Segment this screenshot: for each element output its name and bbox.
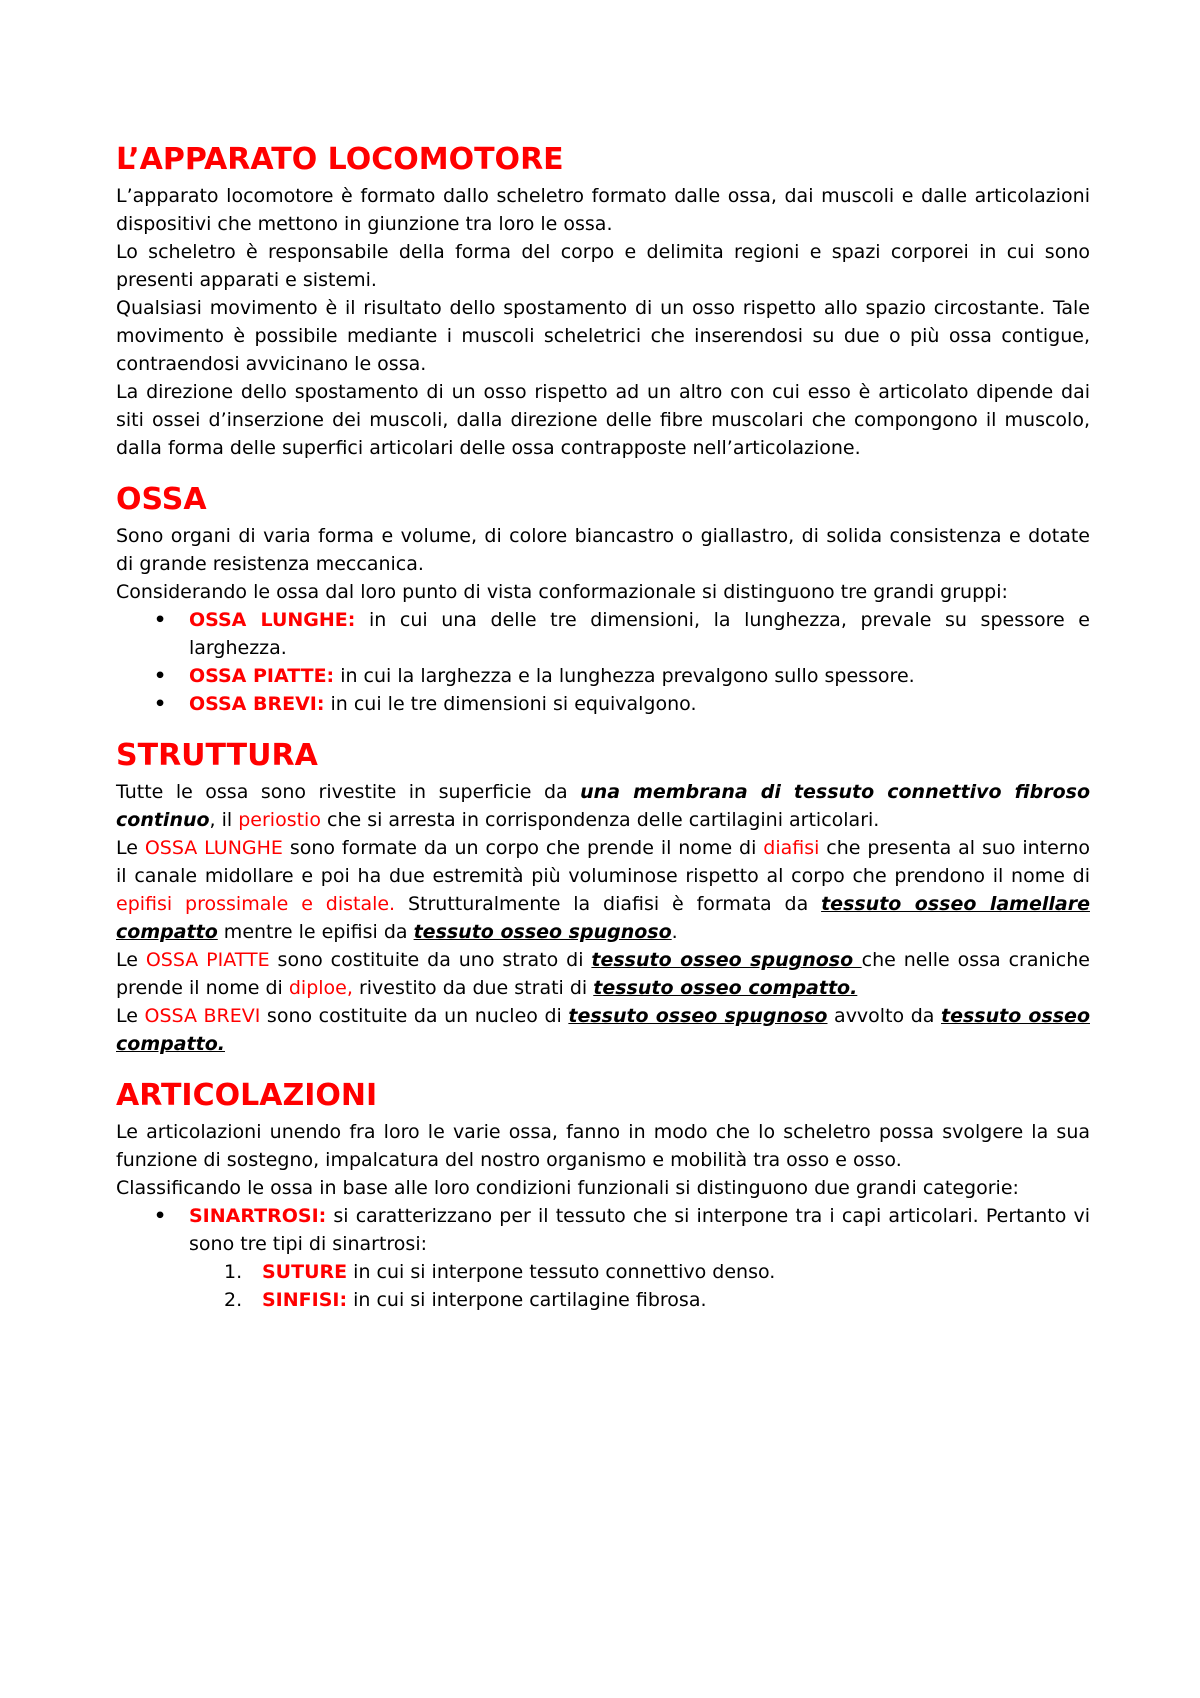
text-run: sono costituite da uno strato di	[269, 949, 592, 971]
text-run: Le	[116, 949, 146, 971]
text-run: sono formate da un corpo che prende il nome di	[282, 837, 764, 859]
paragraph	[116, 1002, 1090, 1058]
paragraph: Le articolazioni unendo fra loro le varie ossa, fanno in modo che lo scheletro possa svolgere la sua funzione di sostegno, impalcatura del nostro organismo e mobilità tra osso e osso.	[116, 1121, 1090, 1171]
text-run: che si arresta in corrispondenza delle cartilagini articolari.	[320, 809, 880, 831]
emphasis-text: tessuto osseo compatto.	[116, 1005, 1090, 1055]
emphasis-text: tessuto osseo compatto.	[593, 977, 858, 999]
list-item-label: SUTURE	[262, 1261, 348, 1283]
bullet-icon: •	[154, 665, 167, 687]
list-item-label: SINARTROSI:	[189, 1205, 327, 1227]
term-diafisi: diafisi	[763, 837, 820, 859]
text-run: avvolto da	[827, 1005, 941, 1027]
text-run: Tutte le ossa sono rivestite in superficie da	[116, 781, 581, 803]
text-run: .	[671, 921, 678, 943]
emphasis-text: una membrana di tessuto connettivo fibroso continuo	[116, 781, 1090, 831]
paragraph: Classificando le ossa in base alle loro condizioni funzionali si distinguono due grandi categorie:	[116, 1177, 1019, 1199]
heading-articolazioni: ARTICOLAZIONI	[116, 1078, 378, 1113]
section-apparato	[116, 138, 1090, 462]
emphasis-text: tessuto osseo lamellare compatto	[116, 893, 1090, 943]
bullet-icon: •	[154, 609, 167, 631]
heading-struttura: STRUTTURA	[116, 738, 318, 773]
emphasis-text: tessuto osseo spugnoso	[413, 921, 672, 943]
term-epifisi: epifisi prossimale e distale.	[116, 893, 396, 915]
paragraph: Qualsiasi movimento è il risultato dello spostamento di un osso rispetto allo spazio circostante. Tale movimento è possibile mediante i muscoli scheletrici che inserendosi su due o più ossa contigue, contraendosi avvicinano le ossa.	[116, 297, 1090, 375]
text-run: che presenta al suo interno il canale midollare e poi ha due estremità più voluminose rispetto al corpo che prendono il nome di	[116, 837, 1091, 887]
text-run: Strutturalmente la diafisi è formata da	[395, 893, 822, 915]
list-number: 1.	[224, 1261, 243, 1283]
list-item-label: OSSA BREVI:	[189, 693, 325, 715]
term-ossa-lunghe: OSSA LUNGHE	[144, 837, 283, 859]
list-item-label: OSSA PIATTE:	[189, 665, 335, 687]
list-item	[116, 1286, 1090, 1314]
list-item-text: in cui la larghezza e la lunghezza prevalgono sullo spessore.	[334, 665, 915, 687]
heading-ossa: OSSA	[116, 482, 207, 517]
paragraph	[116, 946, 1090, 1002]
document-content	[116, 138, 1090, 1330]
paragraph: Lo scheletro è responsabile della forma del corpo e delimita regioni e spazi corporei in cui sono presenti apparati e sistemi.	[116, 241, 1090, 291]
text-run: che nelle ossa craniche prende il nome di	[116, 949, 1090, 999]
text-run: Le	[116, 1005, 145, 1027]
list-item-label: OSSA LUNGHE:	[189, 609, 356, 631]
text-run: rivestito da due strati di	[352, 977, 594, 999]
paragraph: La direzione dello spostamento di un osso rispetto ad un altro con cui esso è articolato dipende dai siti ossei d’inserzione dei muscoli, dalla direzione delle fibre muscolari che compongono il muscolo, dalla forma delle superfici articolari delle ossa contrapposte nell’articolazione.	[116, 381, 1090, 459]
paragraph: Sono organi di varia forma e volume, di colore biancastro o giallastro, di solida consistenza e dotate di grande resistenza meccanica.	[116, 525, 1090, 575]
term-diploe: diploe,	[288, 977, 353, 999]
text-run: sono costituite da un nucleo di	[260, 1005, 569, 1027]
term-ossa-brevi: OSSA BREVI	[144, 1005, 261, 1027]
list-item	[116, 662, 1090, 690]
paragraph	[116, 834, 1090, 946]
term-ossa-piatte: OSSA PIATTE	[145, 949, 270, 971]
paragraph: Considerando le ossa dal loro punto di vista conformazionale si distinguono tre grandi gruppi:	[116, 581, 1008, 603]
term-periostio: periostio	[238, 809, 321, 831]
paragraph: L’apparato locomotore è formato dallo scheletro formato dalle ossa, dai muscoli e dalle articolazioni dispositivi che mettono in giunzione tra loro le ossa.	[116, 185, 1090, 235]
emphasis-text: tessuto osseo spugnoso	[591, 949, 862, 971]
text-run: Le	[116, 837, 145, 859]
list-item-text: in cui si interpone tessuto connettivo denso.	[347, 1261, 776, 1283]
bullet-icon: •	[154, 1205, 167, 1227]
numbered-list	[116, 1258, 1090, 1314]
heading-apparato: L’APPARATO LOCOMOTORE	[116, 142, 564, 177]
list-item-text: in cui le tre dimensioni si equivalgono.	[324, 693, 697, 715]
list-item	[116, 1258, 1090, 1286]
emphasis-text: tessuto osseo spugnoso	[568, 1005, 828, 1027]
text-run: mentre le epifisi da	[217, 921, 414, 943]
list-number: 2.	[224, 1289, 243, 1311]
list-item	[116, 690, 1090, 718]
list-item-text: si caratterizzano per il tessuto che si interpone tra i capi articolari. Pertanto vi sono tre tipi di sinartrosi:	[189, 1205, 1090, 1255]
list-item-text: in cui si interpone cartilagine fibrosa.	[347, 1289, 707, 1311]
section-articolazioni	[116, 1074, 1090, 1314]
paragraph	[116, 778, 1090, 834]
list-item-text: in cui una delle tre dimensioni, la lunghezza, prevale su spessore e larghezza.	[189, 609, 1090, 659]
list-item	[116, 1202, 1090, 1258]
section-struttura	[116, 734, 1090, 1058]
bullet-icon: •	[154, 693, 167, 715]
bullet-list	[116, 1202, 1090, 1258]
bullet-list	[116, 606, 1090, 718]
section-ossa	[116, 478, 1090, 718]
list-item	[116, 606, 1090, 662]
list-item-label: SINFISI:	[262, 1289, 348, 1311]
text-run: , il	[209, 809, 239, 831]
